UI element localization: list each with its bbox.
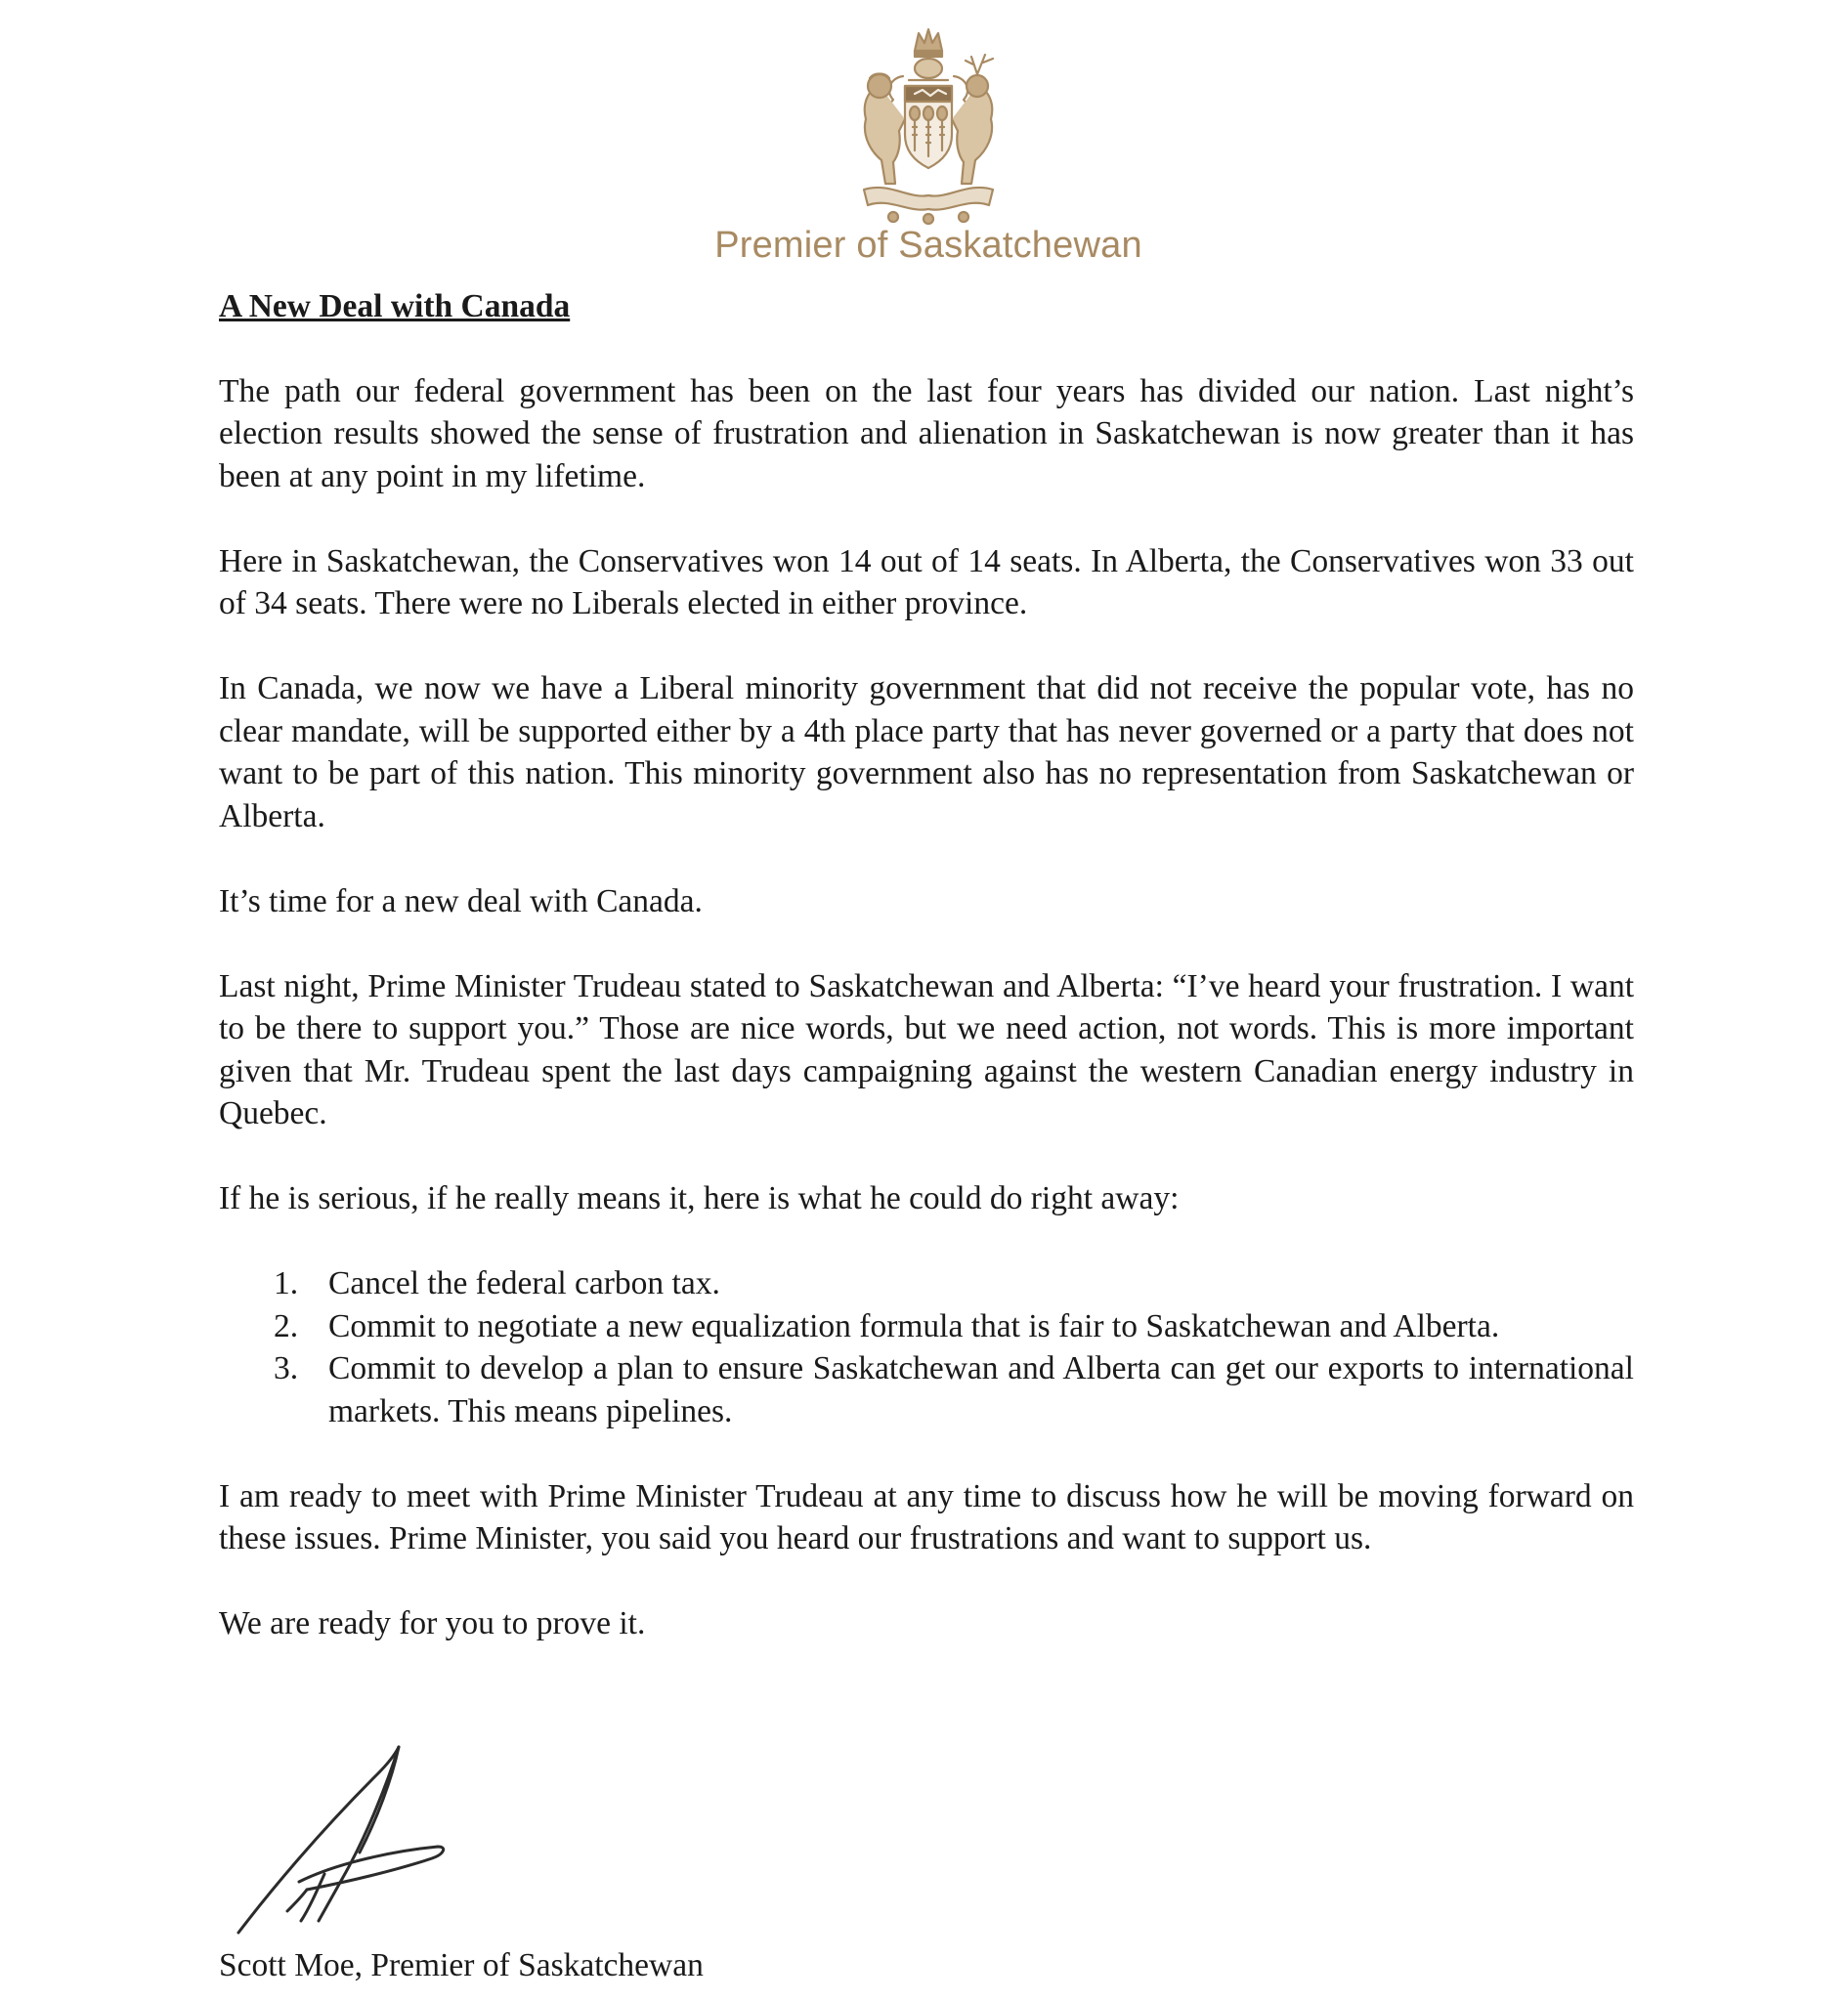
list-item-text: Cancel the federal carbon tax. [328, 1265, 720, 1301]
list-item-text: Commit to negotiate a new equalization formula that is fair to Saskatchewan and Alberta. [328, 1307, 1500, 1344]
saskatchewan-coat-of-arms-icon [840, 18, 1016, 225]
action-list [219, 1262, 1634, 1432]
list-item [274, 1305, 1634, 1348]
list-item-text: Commit to develop a plan to ensure Saskatchewan and Alberta can get our exports to international markets. This means pipelines. [328, 1350, 1634, 1429]
letter-body [219, 285, 1634, 1687]
list-item [274, 1347, 1634, 1432]
list-item-number: 1. [274, 1265, 299, 1301]
list-item [274, 1262, 1634, 1305]
handwritten-signature-icon [231, 1725, 524, 1940]
paragraph-2: Here in Saskatchewan, the Conservatives won 14 out of 14 seats. In Alberta, the Conservatives won 33 out of 34 seats. There were no Liberals elected in either province. [219, 542, 1634, 621]
list-item-number: 2. [274, 1307, 299, 1344]
paragraph-5: Last night, Prime Minister Trudeau stated to Saskatchewan and Alberta: “I’ve heard your frustration. I want to be there to support you.” Those are nice words, but we need action, not words. This is more important given that Mr. Trudeau spent the last days campaigning against the western Canadian energy industry in Quebec. [219, 967, 1634, 1131]
letter-heading: A New Deal with Canada [219, 288, 571, 324]
paragraph-1: The path our federal government has been on the last four years has divided our nation. Last night’s election results showed the sense of frustration and alienation in Saskatchewan is now greater than it has been at any point in my lifetime. [219, 372, 1634, 494]
closing-paragraph-1: I am ready to meet with Prime Minister Trudeau at any time to discuss how he will be moving forward on these issues. Prime Minister, you said you heard our frustrations and want to support us. [219, 1477, 1634, 1556]
paragraph-4: It’s time for a new deal with Canada. [219, 882, 703, 919]
paragraph-3: In Canada, we now we have a Liberal minority government that did not receive the popular vote, has no clear mandate, will be supported either by a 4th place party that has never governed or a party that does not want to be part of this nation. This minority government also has no representation from Saskatchewan or Alberta. [219, 670, 1634, 834]
signatory-name: Scott Moe, Premier of Saskatchewan [219, 1947, 704, 1983]
letterhead-title: Premier of Saskatchewan [714, 225, 1142, 266]
paragraph-6: If he is serious, if he really means it, here is what he could do right away: [219, 1180, 1180, 1216]
closing-paragraph-2: We are ready for you to prove it. [219, 1605, 646, 1641]
list-item-number: 3. [274, 1350, 299, 1386]
